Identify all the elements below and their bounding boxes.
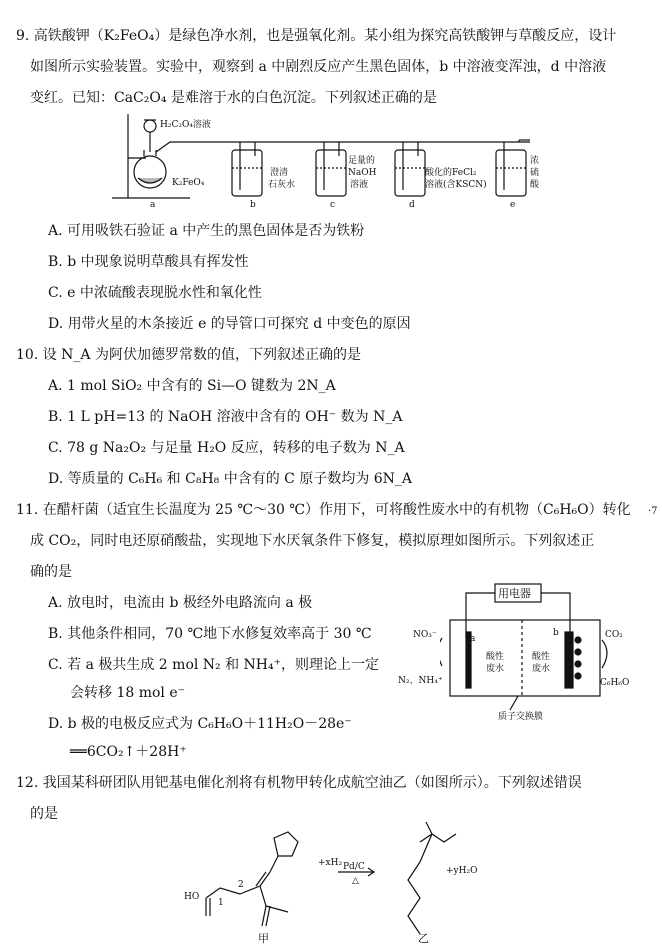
q11-waste-right-1: 酸性 [532, 652, 551, 662]
q12-plus-h2o: +yH₂O [446, 866, 478, 876]
q10-option-a: A. 1 mol SiO₂ 中含有的 Si—O 键数为 2N_A [48, 378, 336, 394]
q9-k2feo4-label: K₂FeO₄ [172, 178, 205, 188]
q9-option-d: D. 用带火星的木条接近 e 的导管口可探究 d 中变色的原因 [48, 316, 411, 332]
q11-electrode-b-label: b [553, 628, 559, 638]
q9-h2c2o4-label: H₂C₂O₄溶液 [160, 120, 211, 130]
q11-option-b: B. 其他条件相同，70 ℃地下水修复效率高于 30 ℃ [48, 626, 372, 642]
q9-stem-line2: 如图所示实验装置。实验中，观察到 a 中剧烈反应产生黑色固体，b 中溶液变浑浊，d 中溶液 [30, 59, 607, 75]
q12-stem-line2: 的是 [30, 806, 58, 822]
q12-jia-label: 甲 [258, 932, 269, 945]
q12-stem-line1: 12. 我国某科研团队用钯基电催化剂将有机物甲转化成航空油乙（如图所示）。下列叙述错误 [16, 775, 582, 791]
q11-waste-left-1: 酸性 [486, 652, 505, 662]
q11-no3-label: NO₃⁻ [413, 630, 437, 640]
q11-waste-right-2: 废水 [532, 664, 551, 674]
q9-c-label-3: 溶液 [350, 180, 369, 190]
q10-stem: 10. 设 N_A 为阿伏加德罗常数的值，下列叙述正确的是 [16, 347, 361, 363]
q9-letter-e: e [510, 200, 516, 210]
q9-e-label-3: 酸 [530, 180, 540, 190]
q11-stem-line2: 成 CO₂，同时电还原硝酸盐，实现地下水厌氧条件下修复，模拟原理如图所示。下列叙述正 [30, 533, 595, 549]
q11-electrode-a-label: a [470, 634, 476, 644]
q9-b-label-1: 澄清 [270, 168, 289, 178]
q9-letter-b: b [250, 200, 256, 210]
q10-option-b: B. 1 L pH=13 的 NaOH 溶液中含有的 OH⁻ 数为 N_A [48, 409, 403, 425]
q12-plus-h2: +xH₂ [318, 858, 343, 868]
q12-carbon-2-label: 2 [238, 880, 244, 890]
q11-c6h6o-label: C₆H₆O [600, 678, 630, 688]
q9-d-label-2: 溶液(含KSCN) [425, 180, 487, 190]
q9-c-label-2: NaOH [348, 168, 377, 178]
q9-e-label-1: 浓 [530, 156, 540, 166]
q12-condition-label: △ [352, 876, 359, 886]
q12-carbon-1-label: 1 [218, 898, 224, 908]
q11-device-label: 用电器 [498, 587, 531, 600]
q11-membrane-label: 质子交换膜 [498, 712, 544, 722]
q9-stem-line1: 9. 高铁酸钾（K₂FeO₄）是绿色净水剂，也是强氧化剂。某小组为探究高铁酸钾与草酸反应，设计 [16, 28, 617, 44]
q9-b-label-2: 石灰水 [268, 180, 296, 190]
q12-catalyst-label: Pd/C [343, 862, 365, 872]
q11-option-d-line1: D. b 极的电极反应式为 C₆H₆O＋11H₂O－28e⁻ [48, 716, 352, 732]
q11-waste-left-2: 废水 [486, 664, 505, 674]
q9-letter-c: c [330, 200, 336, 210]
q11-option-c-line2: 会转移 18 mol e⁻ [70, 685, 186, 701]
q12-yi-label: 乙 [418, 932, 429, 945]
q10-option-d: D. 等质量的 C₆H₆ 和 C₈H₈ 中含有的 C 原子数均为 6N_A [48, 471, 413, 487]
q10-option-c: C. 78 g Na₂O₂ 与足量 H₂O 反应，转移的电子数为 N_A [48, 440, 405, 456]
q9-option-a: A. 可用吸铁石验证 a 中产生的黑色固体是否为铁粉 [48, 223, 365, 239]
q11-co2-label: CO₂ [605, 630, 623, 640]
q9-letter-d: d [409, 200, 415, 210]
q11-stem-line3: 确的是 [30, 564, 72, 580]
q9-letter-a: a [150, 200, 156, 210]
q11-margin-mark: ·7 [648, 506, 658, 517]
q9-c-label-1: 足量的 [348, 156, 376, 166]
q9-e-label-2: 硫 [530, 168, 540, 178]
q12-ho-label: HO [184, 892, 200, 902]
q11-n2-label: N₂、NH₄⁺ [398, 676, 443, 686]
q12-reaction-figure [170, 822, 530, 944]
q11-option-c-line1: C. 若 a 极共生成 2 mol N₂ 和 NH₄⁺，则理论上一定 [48, 657, 380, 673]
q11-option-d-line2: ══6CO₂↑＋28H⁺ [70, 744, 187, 760]
q9-d-label-1: 酸化的FeCl₂ [425, 168, 477, 178]
q9-option-b: B. b 中现象说明草酸具有挥发性 [48, 254, 249, 270]
q11-option-a: A. 放电时，电流由 b 极经外电路流向 a 极 [48, 595, 313, 611]
q9-stem-line3: 变红。已知：CaC₂O₄ 是难溶于水的白色沉淀。下列叙述正确的是 [30, 90, 437, 106]
q11-stem-line1: 11. 在醋杆菌（适宜生长温度为 25 ℃～30 ℃）作用下，可将酸性废水中的有机物（C₆H₆O）转化 [16, 502, 631, 518]
q9-option-c: C. e 中浓硫酸表现脱水性和氧化性 [48, 285, 262, 301]
